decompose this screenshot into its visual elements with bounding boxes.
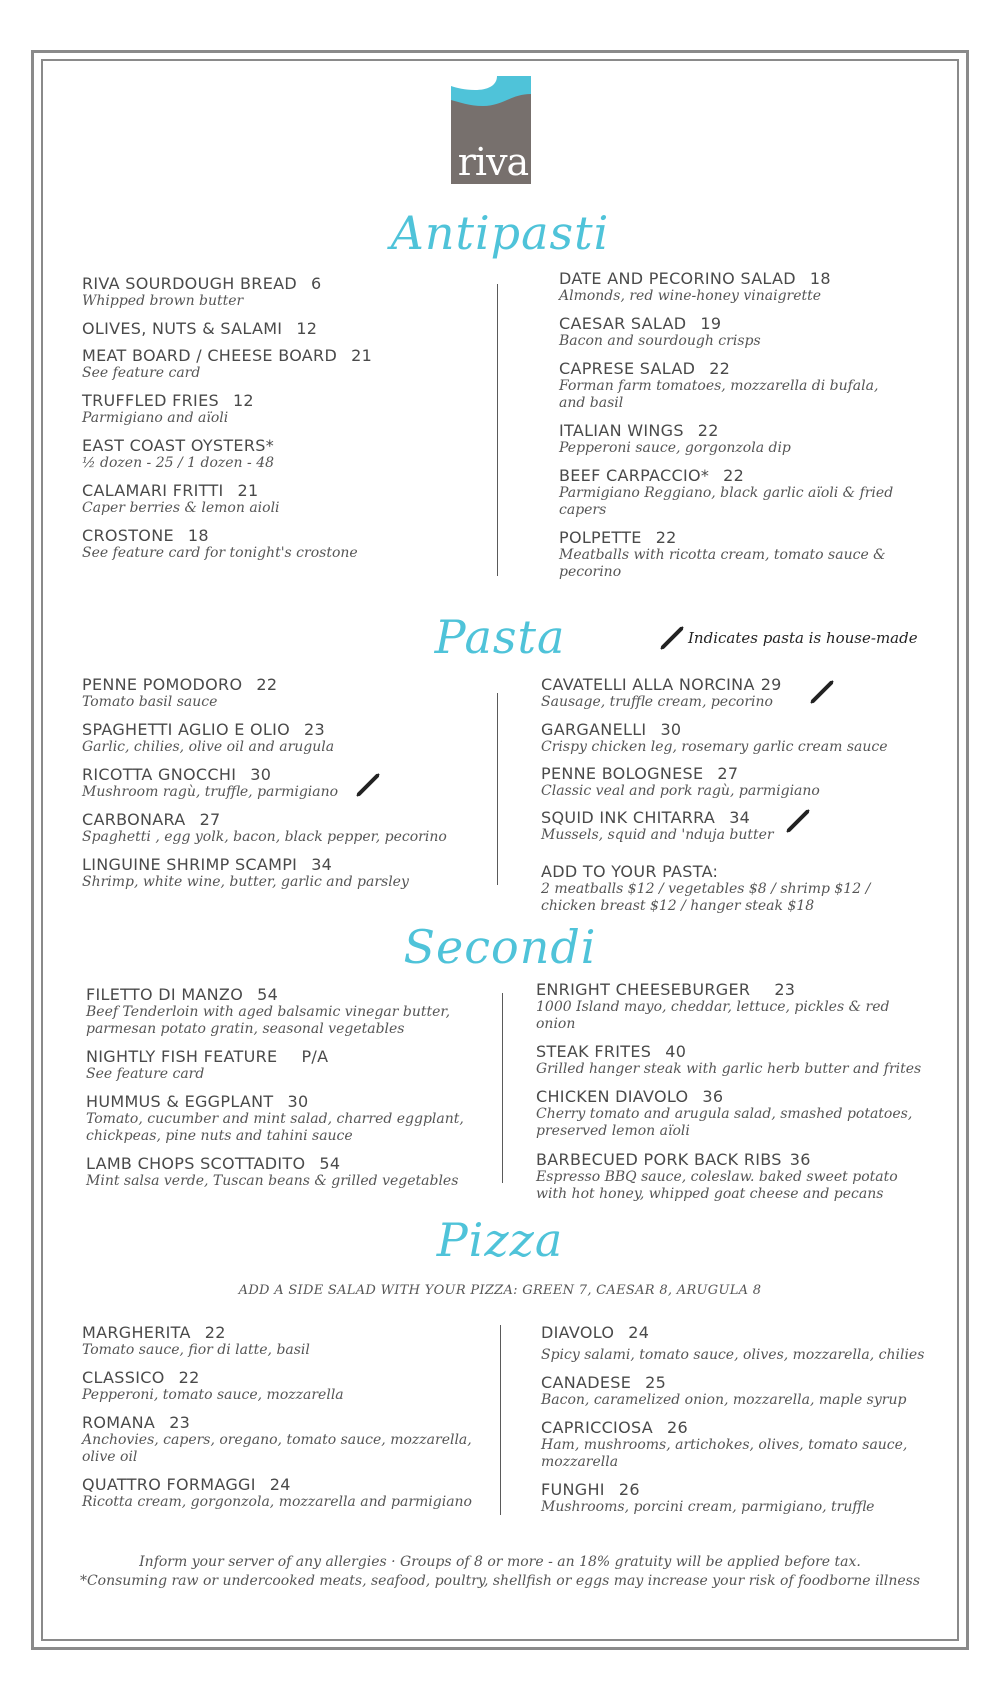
item-desc: Shrimp, white wine, butter, garlic and parsley: [82, 874, 409, 890]
item-price: 27: [199, 810, 221, 829]
menu-item: [82, 1413, 482, 1466]
section-title-antipasti: Antipasti: [390, 206, 610, 260]
menu-item: [559, 314, 919, 350]
menu-item: [536, 1042, 936, 1078]
item-desc: Anchovies, capers, oregano, tomato sauce, mozzarella, olive oil: [82, 1432, 472, 1465]
menu-item: [82, 675, 277, 711]
menu-item: [82, 1323, 482, 1359]
item-desc: Classic veal and pork ragù, parmigiano: [541, 783, 820, 799]
item-name: PENNE BOLOGNESE: [541, 764, 704, 783]
item-name: FUNGHI: [541, 1480, 605, 1499]
item-price: 25: [645, 1373, 667, 1392]
item-price: 6: [310, 274, 322, 293]
item-name: CROSTONE: [82, 526, 174, 545]
section-title-secondi: Secondi: [403, 920, 597, 974]
item-price: 22: [697, 421, 719, 440]
item-desc: Grilled hanger steak with garlic herb butter and frites: [536, 1061, 922, 1077]
item-desc: ½ dozen - 25 / 1 dozen - 48: [82, 455, 275, 471]
item-name: CARBONARA: [82, 810, 186, 829]
item-desc: Parmigiano and aïoli: [82, 410, 229, 426]
item-name: GARGANELLI: [541, 720, 647, 739]
item-price: 23: [774, 980, 796, 999]
item-price: 18: [187, 526, 209, 545]
item-desc: Garlic, chilies, olive oil and arugula: [82, 739, 335, 755]
menu-item: [82, 765, 338, 801]
item-price: 23: [169, 1413, 191, 1432]
item-desc: 2 meatballs $12 / vegetables $8 / shrimp $12 / chicken breast $12 / hanger steak $18: [541, 881, 871, 914]
item-price: 36: [702, 1087, 724, 1106]
column-divider: [500, 1325, 501, 1515]
item-name: CLASSICO: [82, 1368, 165, 1387]
item-name: CAPRESE SALAD: [559, 359, 696, 378]
item-price: 19: [700, 314, 722, 333]
item-price: 36: [789, 1150, 811, 1169]
item-name: SQUID INK CHITARRA: [541, 808, 716, 827]
item-price: 26: [666, 1418, 688, 1437]
item-name: SPAGHETTI AGLIO E OLIO: [82, 720, 291, 739]
menu-item: [82, 526, 358, 562]
item-name: HUMMUS & EGGPLANT: [86, 1092, 274, 1111]
menu-item: [541, 1373, 931, 1409]
menu-item: [82, 346, 372, 382]
item-desc: Mushroom ragù, truffle, parmigiano: [82, 784, 339, 800]
item-desc: Tomato basil sauce: [82, 694, 218, 710]
item-desc: Bacon and sourdough crisps: [559, 333, 761, 349]
item-name: DATE AND PECORINO SALAD: [559, 269, 796, 288]
item-name: RIVA SOURDOUGH BREAD: [82, 274, 297, 293]
item-name: QUATTRO FORMAGGI: [82, 1475, 256, 1494]
item-price: 27: [717, 764, 739, 783]
item-price: 54: [319, 1154, 341, 1173]
rolling-pin-icon: [355, 772, 381, 798]
item-desc: Mint salsa verde, Tuscan beans & grilled vegetables: [86, 1173, 459, 1189]
rolling-pin-icon: [659, 625, 685, 651]
item-price: 34: [311, 855, 333, 874]
item-desc: Tomato sauce, fior di latte, basil: [82, 1342, 310, 1358]
menu-item: [541, 720, 921, 756]
column-divider: [497, 284, 498, 576]
item-name: TRUFFLED FRIES: [82, 391, 219, 410]
menu-item: [541, 808, 921, 844]
item-desc: Ham, mushrooms, artichokes, olives, tomato sauce, mozzarella: [541, 1437, 908, 1470]
item-name: LAMB CHOPS SCOTTADITO: [86, 1154, 306, 1173]
item-price: 22: [655, 528, 677, 547]
item-price: 30: [287, 1092, 309, 1111]
item-desc: Whipped brown butter: [82, 293, 244, 309]
menu-item: [82, 436, 274, 472]
item-name: CAESAR SALAD: [559, 314, 687, 333]
item-price: 54: [257, 985, 279, 1004]
menu-item: [559, 359, 899, 412]
item-price: 22: [709, 359, 731, 378]
menu-item: [82, 810, 447, 846]
menu-item: [541, 1323, 931, 1364]
item-name: DIAVOLO: [541, 1323, 615, 1342]
column-divider: [497, 693, 498, 885]
item-name: STEAK FRITES: [536, 1042, 652, 1061]
item-name: ITALIAN WINGS: [559, 421, 684, 440]
item-price: 24: [269, 1475, 291, 1494]
item-desc: Espresso BBQ sauce, coleslaw. baked sweet potato with hot honey, whipped goat cheese and pecans: [536, 1169, 898, 1202]
item-desc: See feature card for tonight's crostone: [82, 545, 358, 561]
menu-item: [541, 1480, 931, 1516]
menu-item: [82, 1475, 482, 1511]
item-price: 22: [723, 466, 745, 485]
menu-item: [541, 764, 921, 800]
riva-logo: [451, 76, 531, 184]
item-name: CANADESE: [541, 1373, 632, 1392]
item-price: P/A: [301, 1047, 329, 1066]
item-name: EAST COAST OYSTERS*: [82, 436, 275, 455]
item-name: BARBECUED PORK BACK RIBS: [536, 1150, 782, 1169]
item-name: CAVATELLI ALLA NORCINA: [541, 675, 755, 694]
item-desc: Pepperoni sauce, gorgonzola dip: [559, 440, 791, 456]
rolling-pin-icon: [785, 808, 811, 834]
menu-item: [536, 1150, 906, 1203]
menu-item: [86, 985, 486, 1038]
menu-item: [82, 274, 321, 310]
rolling-pin-icon: [809, 679, 835, 705]
item-name: CHICKEN DIAVOLO: [536, 1087, 689, 1106]
menu-item: [82, 720, 334, 756]
item-desc: Spaghetti , egg yolk, bacon, black pepper, pecorino: [82, 829, 447, 845]
menu-item: [559, 421, 919, 457]
item-name: BEEF CARPACCIO*: [559, 466, 710, 485]
item-desc: Sausage, truffle cream, pecorino: [541, 694, 773, 710]
item-desc: Pepperoni, tomato sauce, mozzarella: [82, 1387, 344, 1403]
item-desc: Forman farm tomatoes, mozzarella di bufala, and basil: [559, 378, 879, 411]
item-name: FILETTO DI MANZO: [86, 985, 244, 1004]
logo-wordmark: riva: [457, 140, 529, 184]
item-desc: Cherry tomato and arugula salad, smashed potatoes, preserved lemon aïoli: [536, 1106, 913, 1139]
menu-item: [559, 466, 899, 519]
menu-item: [82, 481, 280, 517]
item-price: 29: [760, 675, 782, 694]
item-desc: Beef Tenderloin with aged balsamic vinegar butter, parmesan potato gratin, seasonal vegetables: [86, 1004, 451, 1037]
item-name: CALAMARI FRITTI: [82, 481, 224, 500]
item-desc: Ricotta cream, gorgonzola, mozzarella and parmigiano: [82, 1494, 472, 1510]
item-price: 40: [665, 1042, 687, 1061]
menu-item: [536, 980, 916, 1033]
item-price: 30: [660, 720, 682, 739]
item-name: ENRIGHT CHEESEBURGER: [536, 980, 751, 999]
item-desc: See feature card: [82, 365, 201, 381]
item-desc: Spicy salami, tomato sauce, olives, mozzarella, chilies: [541, 1347, 925, 1363]
menu-item: [82, 319, 317, 338]
item-desc: 1000 Island mayo, cheddar, lettuce, pickles & red onion: [536, 999, 890, 1032]
section-title-pizza: Pizza: [436, 1213, 564, 1267]
menu-item: [536, 1087, 916, 1140]
item-name: POLPETTE: [559, 528, 642, 547]
item-name: CAPRICCIOSA: [541, 1418, 653, 1437]
menu-item: [559, 269, 919, 305]
item-desc: Tomato, cucumber and mint salad, charred eggplant, chickpeas, pine nuts and tahini sauce: [86, 1111, 464, 1144]
item-desc: Mushrooms, porcini cream, parmigiano, truffle: [541, 1499, 875, 1515]
menu-item: [86, 1092, 486, 1145]
menu-item: [86, 1154, 486, 1190]
menu-item: [82, 855, 409, 891]
item-price: 12: [232, 391, 254, 410]
menu-item: [559, 528, 899, 581]
footer-allergy-note: Inform your server of any allergies · Groups of 8 or more - an 18% gratuity will be applied before tax.: [139, 1554, 861, 1570]
item-price: 23: [304, 720, 326, 739]
house-made-note: Indicates pasta is house-made: [688, 629, 918, 647]
section-title-pasta: Pasta: [434, 610, 566, 664]
item-price: 22: [204, 1323, 226, 1342]
menu-item: [541, 862, 901, 915]
item-desc: Almonds, red wine-honey vinaigrette: [559, 288, 822, 304]
item-price: 22: [178, 1368, 200, 1387]
item-name: LINGUINE SHRIMP SCAMPI: [82, 855, 298, 874]
item-desc: See feature card: [86, 1066, 205, 1082]
item-price: 24: [628, 1323, 650, 1342]
item-desc: Parmigiano Reggiano, black garlic aïoli & fried capers: [559, 485, 894, 518]
item-name: PENNE POMODORO: [82, 675, 243, 694]
item-desc: Meatballs with ricotta cream, tomato sauce & pecorino: [559, 547, 886, 580]
menu-item: [86, 1047, 486, 1083]
menu-item: [541, 675, 921, 711]
item-price: 18: [809, 269, 831, 288]
item-price: 22: [256, 675, 278, 694]
menu-item: [82, 391, 254, 427]
item-name: ADD TO YOUR PASTA:: [541, 862, 719, 881]
item-desc: Caper berries & lemon aioli: [82, 500, 280, 516]
item-name: ROMANA: [82, 1413, 156, 1432]
item-name: MARGHERITA: [82, 1323, 191, 1342]
column-divider: [502, 993, 503, 1183]
item-price: 21: [237, 481, 259, 500]
menu-item: [541, 1418, 911, 1471]
item-name: RICOTTA GNOCCHI: [82, 765, 237, 784]
menu-item: [82, 1368, 482, 1404]
item-price: 21: [351, 346, 373, 365]
pizza-side-salad-note: ADD A SIDE SALAD WITH YOUR PIZZA: GREEN 7, CAESAR 8, ARUGULA 8: [238, 1283, 762, 1298]
item-name: MEAT BOARD / CHEESE BOARD: [82, 346, 338, 365]
item-desc: Crispy chicken leg, rosemary garlic cream sauce: [541, 739, 888, 755]
item-price: 26: [618, 1480, 640, 1499]
item-desc: Bacon, caramelized onion, mozzarella, maple syrup: [541, 1392, 907, 1408]
item-price: 12: [296, 319, 318, 338]
item-name: NIGHTLY FISH FEATURE: [86, 1047, 278, 1066]
item-name: OLIVES, NUTS & SALAMI: [82, 319, 283, 338]
item-desc: Mussels, squid and 'nduja butter: [541, 827, 774, 843]
footer-consumption-warning: *Consuming raw or undercooked meats, seafood, poultry, shellfish or eggs may increase your risk of foodborne illness: [79, 1573, 921, 1589]
item-price: 30: [250, 765, 272, 784]
item-price: 34: [729, 808, 751, 827]
